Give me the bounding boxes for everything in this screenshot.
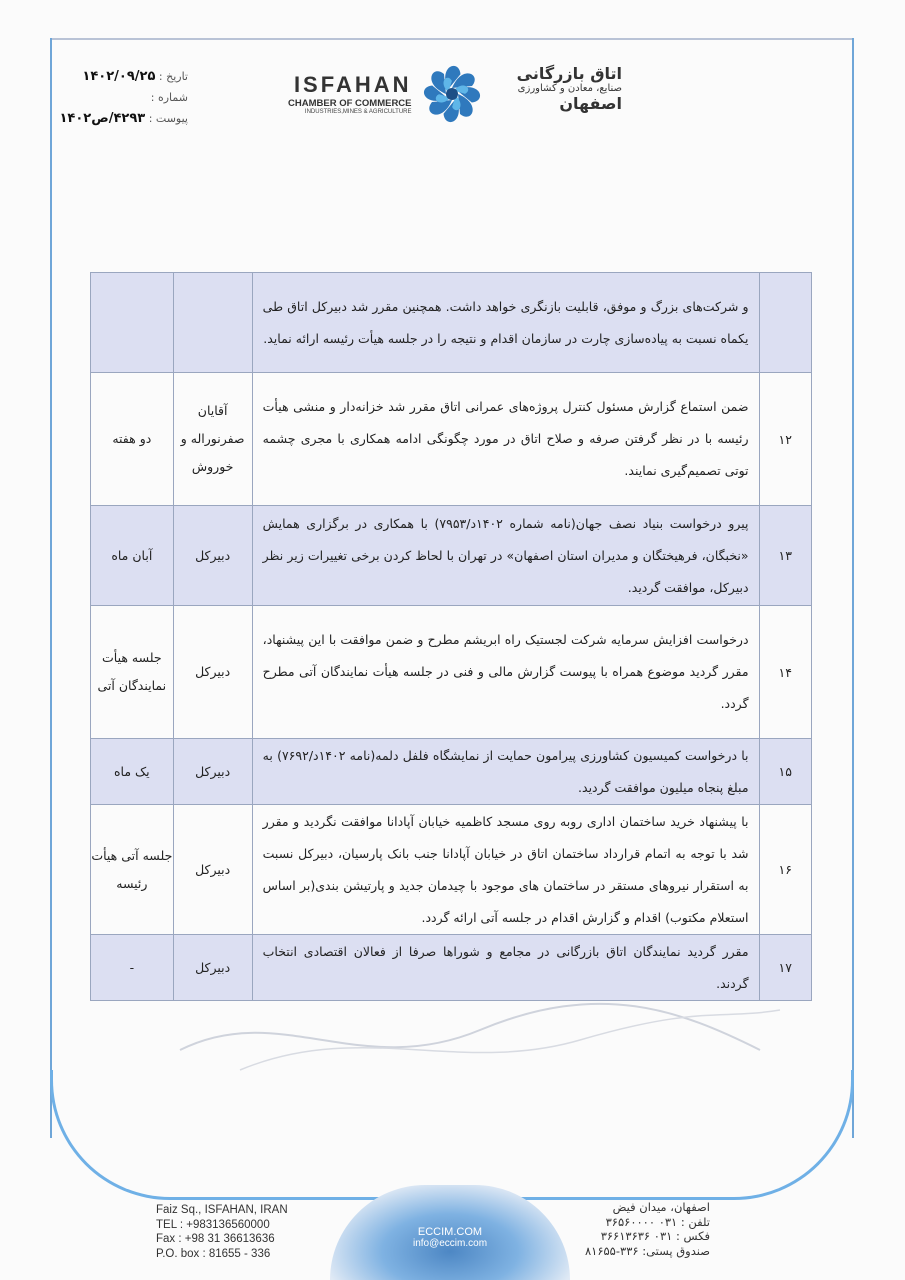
footer-email[interactable]: info@eccim.com [412,1238,488,1249]
chamber-logo-icon [412,58,492,130]
row-responsible: دبیرکل [173,606,252,739]
row-deadline [91,273,174,373]
row-number: ۱۶ [759,805,811,935]
footer-en-po: P.O. box : 81655 - 336 [156,1247,271,1260]
logo-fa-sub: صنایع، معادن و کشاورزی [517,83,622,94]
row-deadline: آبان ماه [91,506,174,606]
footer-website[interactable]: ECCIM.COM [417,1226,483,1238]
footer-fa-fax: فکس : ۰۳۱ ۳۶۶۱۳۶۳۶ [600,1229,710,1243]
row-number: ۱۴ [759,606,811,739]
table-row [91,805,812,935]
frame-right-line [852,38,854,1138]
signature-scribble [160,990,800,1090]
attachment-label: پیوست : [148,112,188,125]
row-deadline: دو هفته [91,373,174,506]
logo-fa-city: اصفهان [559,94,622,113]
row-description: ضمن استماع گزارش مسئول کنترل پروژه‌های عمرانی اتاق مقرر شد خزانه‌دار و منشی هیأت رئیسه با در نظر گرفتن صرفه و صلاح اتاق در مورد چگونگی ادامه همکاری با مجری چشمه توتی تصمیم‌گیری نمایند. [252,373,759,506]
logo-fa-title: اتاق بازرگانی [516,64,622,83]
frame-left-line [50,38,52,1138]
row-deadline: - [91,935,174,1001]
table-row [91,739,812,805]
logo-en-sub: CHAMBER OF COMMERCE [288,98,412,109]
row-responsible [173,273,252,373]
row-number: ۱۵ [759,739,811,805]
row-responsible: دبیرکل [173,739,252,805]
row-description: و شرکت‌های بزرگ و موفق، قابلیت بازنگری خواهد داشت. همچنین مقرر شد دبیرکل اتاق طی یکماه نسبت به پیاده‌سازی چارت در سازمان اقدام و نتیجه را در جلسه هیأت رئیسه ارائه نماید. [252,273,759,373]
number-row [48,87,188,108]
letter-meta [48,66,188,129]
table-row [91,273,812,373]
row-deadline: جلسه آتی هیأت رئیسه [91,805,174,935]
footer-en-fax: Fax : +98 31 36613636 [156,1233,275,1245]
row-number: ۱۲ [759,373,811,506]
row-description: با درخواست کمیسیون کشاورزی پیرامون حمایت از نمایشگاه فلفل دلمه(نامه ۱۴۰۲د/۷۶۹۲) به مبلغ پنجاه میلیون موافقت گردید. [252,739,759,805]
row-number [759,273,811,373]
logo-en-sub2: INDUSTRIES,MINES & AGRICULTURE [304,109,412,115]
row-responsible: دبیرکل [173,506,252,606]
date-label: تاریخ : [158,70,188,83]
resolutions-table [90,272,812,1001]
footer-contact-center [382,1226,518,1249]
number-label: شماره : [150,91,188,104]
logo-english [288,72,412,115]
row-responsible: دبیرکل [173,805,252,935]
attachment-value: ۴۲۹۳/ص۱۴۰۲ [59,111,146,126]
row-number: ۱۷ [759,935,811,1001]
row-deadline: یک ماه [91,739,174,805]
row-responsible: دبیرکل [173,935,252,1001]
table-row [91,506,812,606]
row-description: با پیشنهاد خرید ساختمان اداری روبه روی مسجد کاظمیه خیابان آپادانا موافقت نگردید و مقرر شد با توجه به اتمام قرارداد ساختمان اتاق در خیابان آپادانا جنب بانک پارسیان، دبیرکل نسبت به استقرار نیروهای مستقر در ساختمان های موجود با چیدمان جدید و پارتیشن بندی(بر اساس استعلام مکتوب) اقدام و گزارش اقدام در جلسه آتی ارائه گردد. [252,805,759,935]
footer-fa-address: اصفهان، میدان فیض [612,1200,710,1214]
date-value: ۱۴۰۲/۰۹/۲۵ [82,69,156,84]
table-row [91,606,812,739]
footer-persian [580,1200,710,1258]
row-description: مقرر گردید نمایندگان اتاق بازرگانی در مجامع و شوراها صرفا از فعالان اقتصادی انتخاب گردند. [252,935,759,1001]
attachment-row [48,108,188,129]
date-row [48,66,188,87]
footer-en-address: Faiz Sq., ISFAHAN, IRAN [156,1204,288,1216]
table-row [91,373,812,506]
footer-fa-tel: تلفن : ۰۳۱ ۳۶۵۶۰۰۰۰ [605,1214,710,1229]
row-description: درخواست افزایش سرمایه شرکت لجستیک راه ابریشم مطرح و ضمن موافقت با این پیشنهاد، مقرر گردید موضوع همراه با پیوست گزارش مالی و فنی در جلسه هیأت نمایندگان آتی مطرح گردد. [252,606,759,739]
logo-persian [492,64,622,113]
footer-english [156,1203,288,1261]
footer-fa-po: صندوق پستی: ۳۳۶-۸۱۶۵۵ [584,1243,710,1258]
logo-en-title: ISFAHAN [293,72,412,97]
frame-top-line [50,38,853,40]
footer-en-tel: TEL : +983136560000 [156,1218,270,1231]
row-description: پیرو درخواست بنیاد نصف جهان(نامه شماره ۱۴۰۲د/۷۹۵۳) با همکاری در برگزاری همایش «نخبگان، فرهیختگان و مدیران استان اصفهان» در تهران با لحاظ کردن برخی تغییرات زیر نظر دبیرکل، موافقت گردید. [252,506,759,606]
row-deadline: جلسه هیأت نمایندگان آتی [91,606,174,739]
row-responsible: آقایان صفرنوراله و خوروش [173,373,252,506]
row-number: ۱۳ [759,506,811,606]
